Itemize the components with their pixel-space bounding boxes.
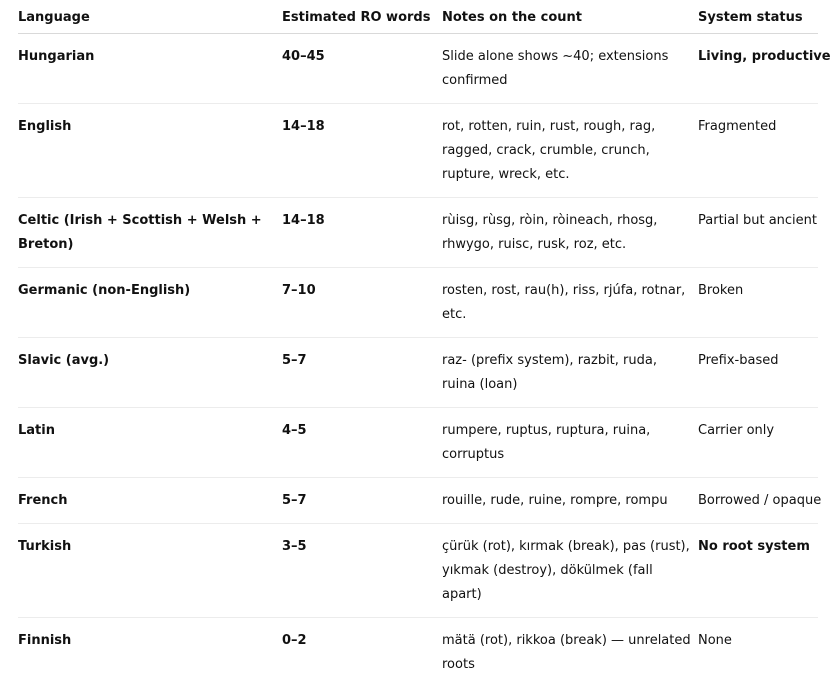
status-cell: Broken <box>698 268 818 338</box>
comparison-table <box>18 0 818 687</box>
status-cell: Fragmented <box>698 104 818 198</box>
status-cell: Prefix-based <box>698 338 818 408</box>
count-cell: 0–2 <box>282 618 442 687</box>
status-cell: Borrowed / opaque <box>698 478 818 524</box>
table-row <box>18 34 818 104</box>
language-cell: Germanic (non-English) <box>18 268 282 338</box>
language-cell: Slavic (avg.) <box>18 338 282 408</box>
count-cell: 4–5 <box>282 408 442 478</box>
count-cell: 40–45 <box>282 34 442 104</box>
table-row <box>18 618 818 687</box>
language-cell: Finnish <box>18 618 282 687</box>
count-cell: 14–18 <box>282 104 442 198</box>
header-notes: Notes on the count <box>442 0 698 34</box>
notes-cell: çürük (rot), kırmak (break), pas (rust), yıkmak (destroy), dökülmek (fall apart) <box>442 524 698 618</box>
notes-cell: mätä (rot), rikkoa (break) — unrelated roots <box>442 618 698 687</box>
header-language: Language <box>18 0 282 34</box>
header-count: Estimated RO words <box>282 0 442 34</box>
table-row <box>18 478 818 524</box>
language-cell: Hungarian <box>18 34 282 104</box>
language-cell: Latin <box>18 408 282 478</box>
language-cell: French <box>18 478 282 524</box>
notes-cell: raz- (prefix system), razbit, ruda, ruina (loan) <box>442 338 698 408</box>
header-status: System status <box>698 0 818 34</box>
count-cell: 5–7 <box>282 338 442 408</box>
language-cell: English <box>18 104 282 198</box>
notes-cell: rosten, rost, rau(h), riss, rjúfa, rotnar, etc. <box>442 268 698 338</box>
header-row <box>18 0 818 34</box>
status-cell: Partial but ancient <box>698 198 818 268</box>
notes-cell: rot, rotten, ruin, rust, rough, rag, ragged, crack, crumble, crunch, rupture, wreck, etc. <box>442 104 698 198</box>
notes-cell: Slide alone shows ~40; extensions confirmed <box>442 34 698 104</box>
count-cell: 14–18 <box>282 198 442 268</box>
table-row <box>18 104 818 198</box>
table-body <box>18 34 818 687</box>
table-header <box>18 0 818 34</box>
count-cell: 5–7 <box>282 478 442 524</box>
status-cell: No root system <box>698 524 818 618</box>
notes-cell: rouille, rude, ruine, rompre, rompu <box>442 478 698 524</box>
notes-cell: rùisg, rùsg, ròin, ròineach, rhosg, rhwygo, ruisc, rusk, roz, etc. <box>442 198 698 268</box>
table-row <box>18 268 818 338</box>
count-cell: 7–10 <box>282 268 442 338</box>
table-row <box>18 198 818 268</box>
status-cell: Carrier only <box>698 408 818 478</box>
table-row <box>18 524 818 618</box>
table-row <box>18 338 818 408</box>
count-cell: 3–5 <box>282 524 442 618</box>
notes-cell: rumpere, ruptus, ruptura, ruina, corruptus <box>442 408 698 478</box>
status-cell: Living, productive <box>698 34 818 104</box>
status-cell: None <box>698 618 818 687</box>
language-cell: Turkish <box>18 524 282 618</box>
table-row <box>18 408 818 478</box>
language-cell: Celtic (Irish + Scottish + Welsh + Breton) <box>18 198 282 268</box>
